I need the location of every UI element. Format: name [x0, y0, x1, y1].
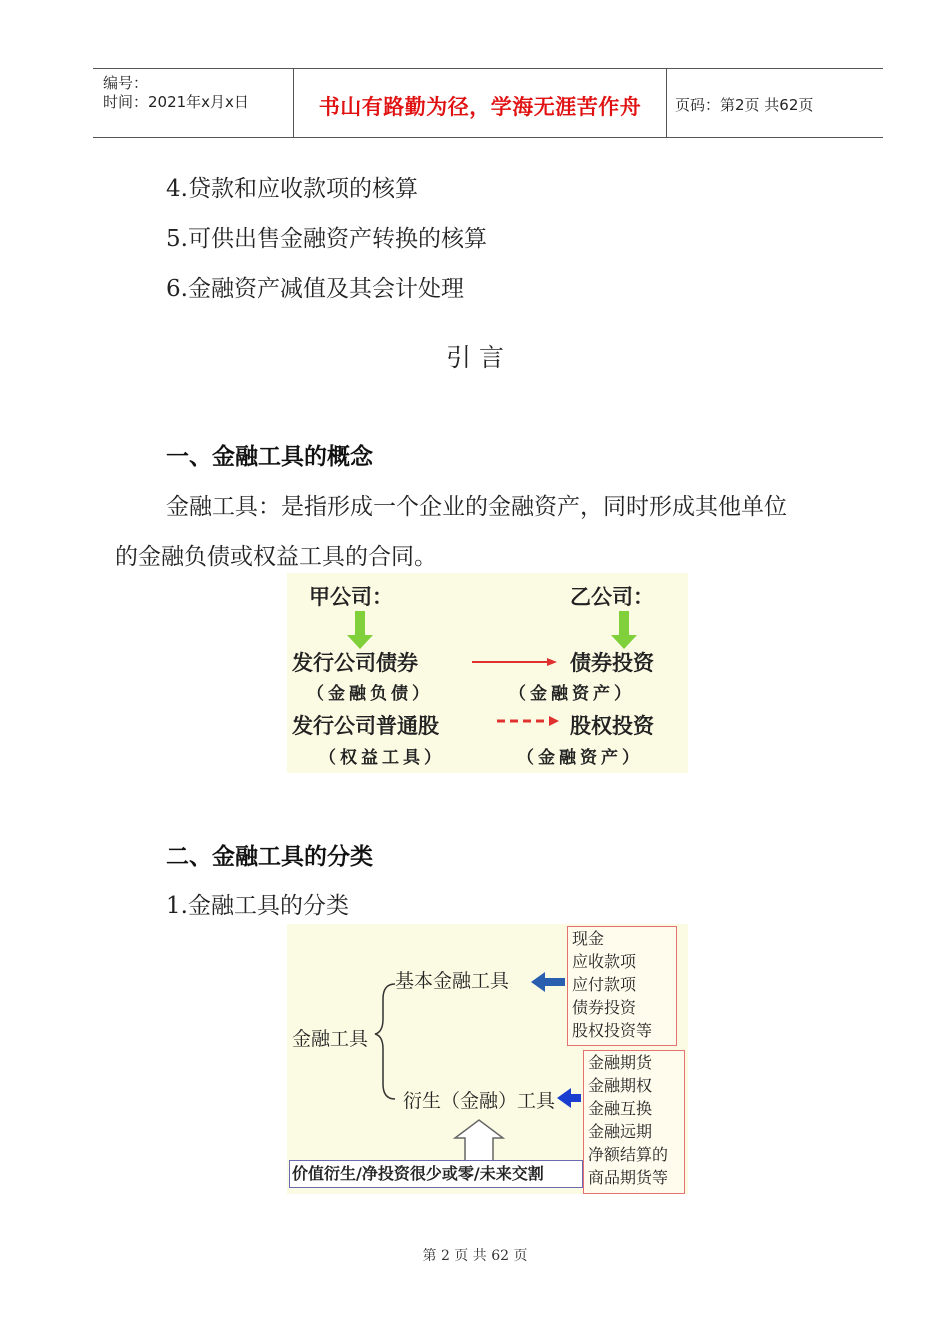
red-arrow-icon	[472, 658, 557, 666]
section1-para-line2: 的金融负债或权益工具的合同。	[115, 544, 437, 570]
company-b-label: 乙公司：	[570, 585, 654, 609]
page-footer: 第 2 页 共 62 页	[422, 1248, 528, 1264]
list-item: 金融期权	[588, 1076, 653, 1095]
intro-title: 引 言	[446, 343, 504, 372]
page-label: 页码：第2页 共62页	[675, 96, 814, 114]
root-label: 金融工具	[292, 1028, 369, 1050]
list-item: 股权投资等	[572, 1021, 653, 1040]
red-dashed-arrow-icon	[497, 716, 559, 726]
section1-title: 一、金融工具的概念	[166, 444, 373, 470]
list-item: 应付款项	[572, 975, 637, 994]
brace-icon	[375, 984, 395, 1099]
section2-sub1: 1.金融工具的分类	[166, 893, 349, 919]
list-item: 现金	[572, 929, 605, 948]
green-down-arrow-icon	[611, 611, 637, 649]
bottom-note: 价值衍生/净投资很少或零/未来交割	[289, 1160, 583, 1188]
blue-left-arrow-icon	[557, 1088, 581, 1108]
list-item: 应收款项	[572, 952, 637, 971]
section1-para-line1: 金融工具：是指形成一个企业的金融资产，同时形成其他单位	[166, 494, 787, 520]
toc-item: 5.可供出售金融资产转换的核算	[166, 226, 487, 252]
list-item: 金融期货	[588, 1053, 653, 1072]
issue-bond-label: 发行公司债券	[292, 651, 418, 675]
derivative-tool-label: 衍生（金融）工具	[403, 1090, 556, 1112]
list-item: 净额结算的	[588, 1145, 669, 1164]
green-down-arrow-icon	[347, 611, 373, 649]
fin-asset-label-1: （金融资产）	[509, 684, 635, 704]
header-right-cell	[667, 69, 883, 137]
list-item: 商品期货等	[588, 1168, 669, 1187]
equity-tool-label: （权益工具）	[319, 748, 445, 768]
fin-liability-label: （金融负债）	[307, 684, 433, 704]
figure-bond-equity	[287, 573, 688, 773]
equity-invest-label: 股权投资	[570, 714, 654, 738]
list-item: 债券投资	[572, 998, 637, 1017]
bond-invest-label: 债券投资	[570, 651, 654, 675]
basic-tool-label: 基本金融工具	[395, 970, 510, 992]
fin-asset-label-2: （金融资产）	[517, 748, 643, 768]
company-a-label: 甲公司：	[309, 585, 393, 609]
basic-items-box	[567, 926, 677, 1046]
derivative-items-box	[583, 1050, 685, 1194]
issue-stock-label: 发行公司普通股	[292, 714, 439, 738]
figure-classification	[287, 924, 688, 1194]
blue-left-arrow-icon	[531, 972, 565, 992]
header-left-cell	[93, 69, 294, 137]
toc-item: 6.金融资产减值及其会计处理	[166, 276, 464, 302]
number-label: 编号：	[103, 74, 149, 92]
page-header	[93, 68, 883, 138]
toc-item: 4.贷款和应收款项的核算	[166, 176, 418, 202]
header-middle-cell	[294, 69, 667, 137]
motto: 书山有路勤为径，学海无涯苦作舟	[318, 95, 642, 119]
list-item: 金融远期	[588, 1122, 653, 1141]
list-item: 金融互换	[588, 1099, 653, 1118]
time-label: 时间：2021年x月x日	[103, 93, 249, 111]
section2-title: 二、金融工具的分类	[166, 844, 373, 870]
